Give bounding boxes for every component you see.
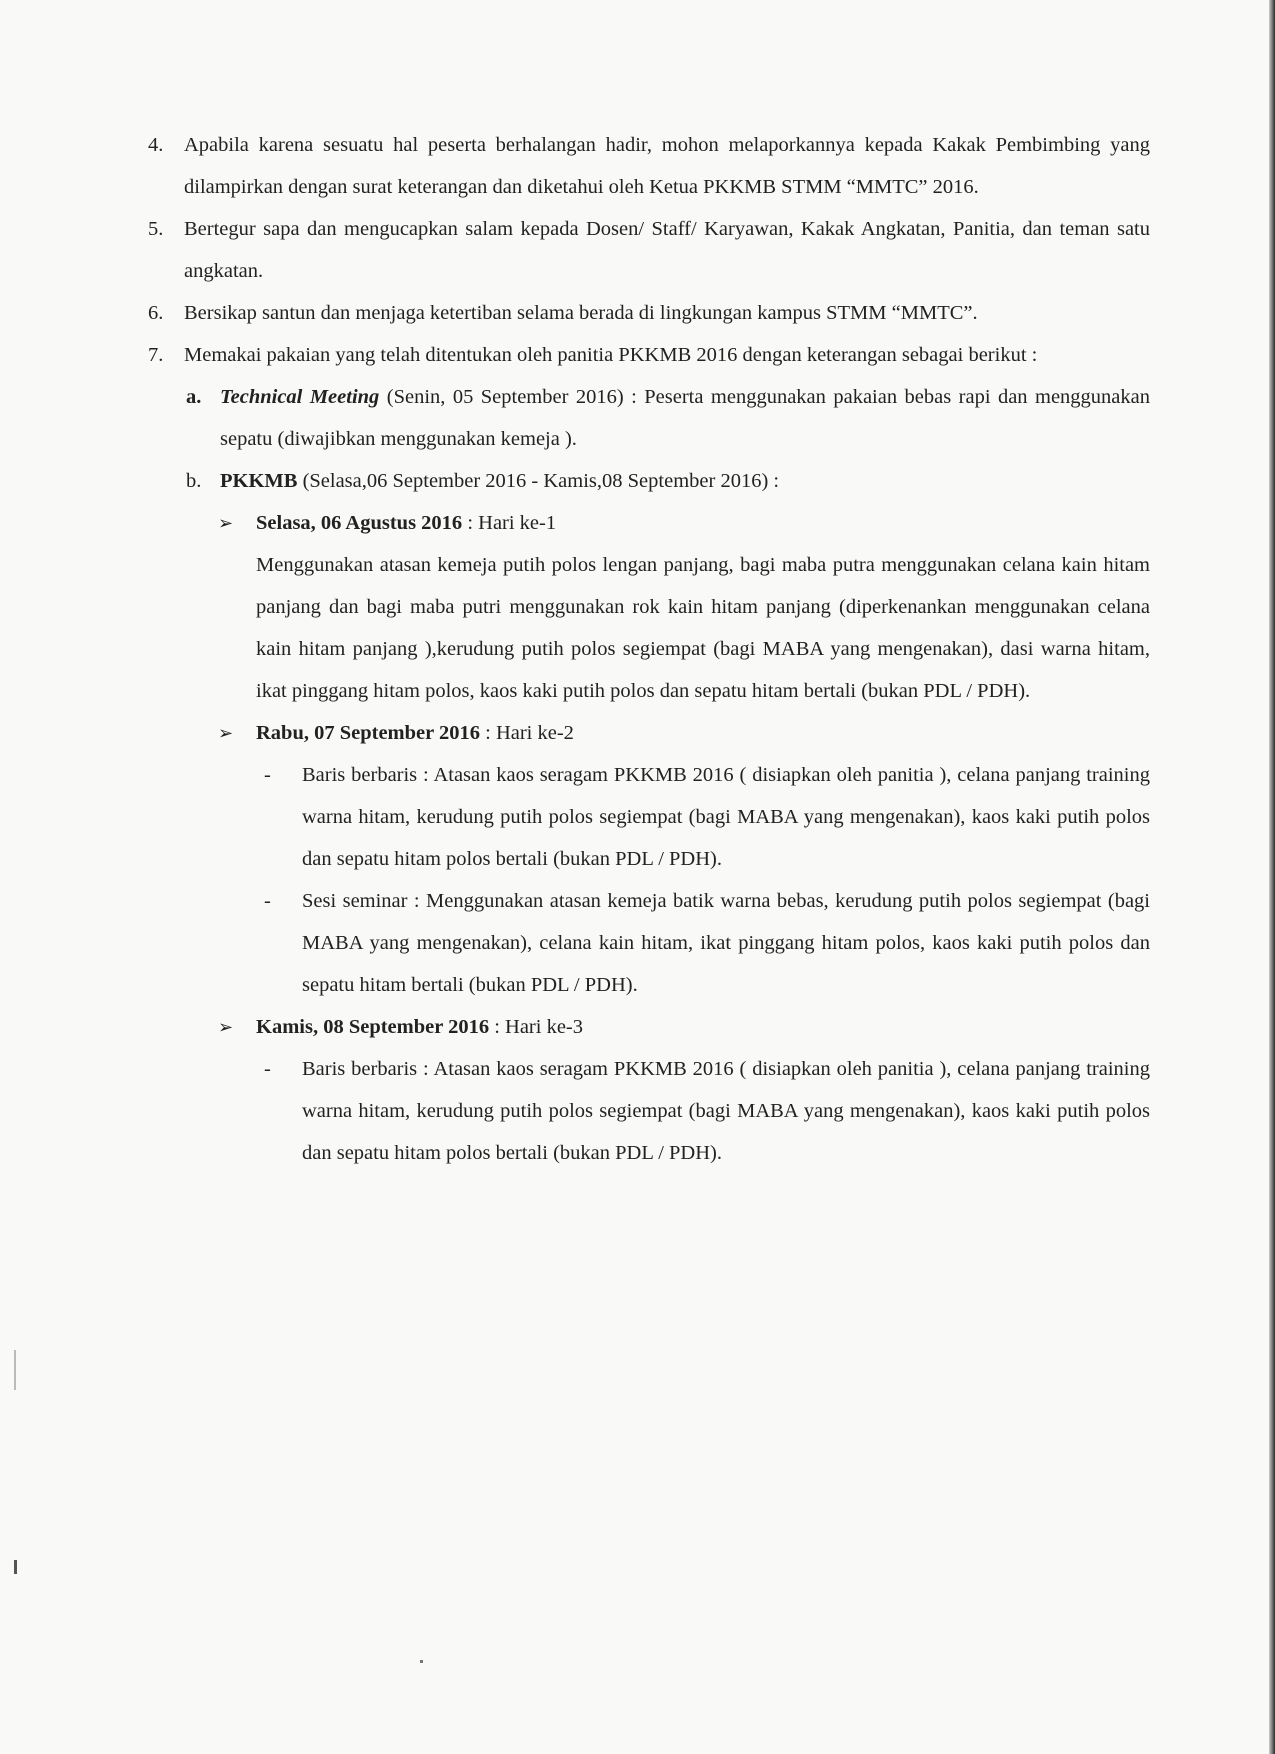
day-1-heading xyxy=(148,502,1150,544)
arrow-bullet-icon: ➢ xyxy=(218,1017,234,1037)
sub-letter: a. xyxy=(186,386,202,408)
day-suffix: : Hari ke-2 xyxy=(480,722,574,744)
document-body xyxy=(148,124,1150,1174)
dash-text: Baris berbaris : Atasan kaos seragam PKKMB 2016 ( disiapkan oleh panitia ), celana panjang training warna hitam, kerudung putih polos segiempat (bagi MABA yang mengenakan), kaos kaki putih polos dan sepatu hitam polos bertali (bukan PDL / PDH). xyxy=(302,1058,1150,1164)
sub-item-b xyxy=(148,460,1150,502)
sub-item-a xyxy=(148,376,1150,460)
scan-speck xyxy=(14,1350,16,1390)
sub-text: (Senin, 05 September 2016) : Peserta menggunakan pakaian bebas rapi dan menggunakan sepatu (diwajibkan menggunakan kemeja ). xyxy=(220,386,1150,450)
sub-heading: Technical Meeting xyxy=(220,386,380,408)
sub-text: (Selasa,06 September 2016 - Kamis,08 September 2016) : xyxy=(297,470,780,492)
list-item-6 xyxy=(148,292,1150,334)
item-text: Memakai pakaian yang telah ditentukan oleh panitia PKKMB 2016 dengan keterangan sebagai berikut : xyxy=(184,344,1038,366)
day-title: Selasa, 06 Agustus 2016 xyxy=(256,512,463,534)
item-text: Bertegur sapa dan mengucapkan salam kepada Dosen/ Staff/ Karyawan, Kakak Angkatan, Panitia, dan teman satu angkatan. xyxy=(184,218,1150,282)
day-3-dash-item xyxy=(148,1048,1150,1174)
sub-heading: PKKMB xyxy=(220,470,298,492)
item-number: 7. xyxy=(148,344,164,366)
list-item-4 xyxy=(148,124,1150,208)
dash-text: Baris berbaris : Atasan kaos seragam PKKMB 2016 ( disiapkan oleh panitia ), celana panjang training warna hitam, kerudung putih polos segiempat (bagi MABA yang mengenakan), kaos kaki putih polos dan sepatu hitam polos bertali (bukan PDL / PDH). xyxy=(302,764,1150,870)
arrow-bullet-icon: ➢ xyxy=(218,723,234,743)
scan-edge xyxy=(1269,0,1275,1754)
item-number: 5. xyxy=(148,218,164,240)
day-suffix: : Hari ke-3 xyxy=(489,1016,583,1038)
list-item-5 xyxy=(148,208,1150,292)
day-suffix: : Hari ke-1 xyxy=(462,512,557,534)
day-1-description: Menggunakan atasan kemeja putih polos lengan panjang, bagi maba putra menggunakan celana kain hitam panjang dan bagi maba putri menggunakan rok kain hitam panjang (diperkenankan menggunakan celana kain hitam panjang ),kerudung putih polos segiempat (bagi MABA yang mengenakan), dasi warna hitam, ikat pinggang hitam polos, kaos kaki putih polos dan sepatu hitam bertali (bukan PDL / PDH). xyxy=(256,554,1150,702)
scan-speck xyxy=(420,1660,423,1663)
day-title: Kamis, 08 September 2016 xyxy=(256,1016,490,1038)
sub-letter: b. xyxy=(186,470,202,492)
item-number: 6. xyxy=(148,302,164,324)
scan-speck xyxy=(14,1560,17,1574)
list-item-7 xyxy=(148,334,1150,376)
arrow-bullet-icon: ➢ xyxy=(218,513,234,533)
item-text: Apabila karena sesuatu hal peserta berhalangan hadir, mohon melaporkannya kepada Kakak Pembimbing yang dilampirkan dengan surat keterangan dan diketahui oleh Ketua PKKMB STMM “MMTC” 2016. xyxy=(184,134,1150,198)
item-number: 4. xyxy=(148,134,164,156)
day-2-heading xyxy=(148,712,1150,754)
dash-bullet: - xyxy=(264,764,271,786)
item-text: Bersikap santun dan menjaga ketertiban selama berada di lingkungan kampus STMM “MMTC”. xyxy=(184,302,978,324)
day-3-heading xyxy=(148,1006,1150,1048)
day-2-dash-item xyxy=(148,880,1150,1006)
dash-bullet: - xyxy=(264,1058,271,1080)
day-title: Rabu, 07 September 2016 xyxy=(256,722,480,744)
dash-text: Sesi seminar : Menggunakan atasan kemeja batik warna bebas, kerudung putih polos segiempat (bagi MABA yang mengenakan), celana kain hitam, ikat pinggang hitam polos, kaos kaki putih polos dan sepatu hitam bertali (bukan PDL / PDH). xyxy=(302,890,1150,996)
day-2-dash-item xyxy=(148,754,1150,880)
dash-bullet: - xyxy=(264,890,271,912)
